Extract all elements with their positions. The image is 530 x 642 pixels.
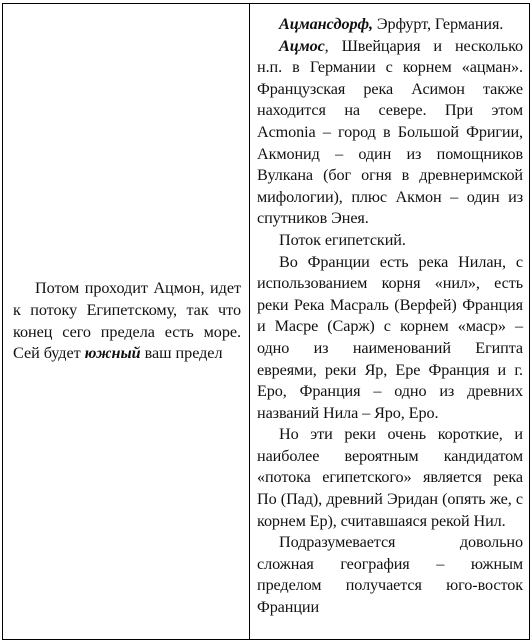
commentary-paragraph-2	[257, 36, 523, 230]
commentary-paragraph-5: Но эти реки очень короткие, и наиболее вероятным кандидатом «потока египетского» является река По (Пад), древний Эридан (опять же, с корнем Ер), считавшаяся рекой Нил.	[257, 425, 523, 530]
term-atsmansdorf: Ацмансдорф,	[279, 15, 373, 33]
commentary-body	[250, 4, 529, 619]
comparison-table	[2, 3, 530, 640]
scripture-paragraph	[3, 278, 249, 364]
commentary-paragraph-3: Поток египетский.	[279, 230, 406, 249]
scripture-text: Потом проходит Ацмон, идет к потоку Египетскому, так что конец сего предела есть море. Сей будет	[13, 279, 241, 363]
commentary-text-1: Эрфурт, Германия.	[372, 15, 504, 33]
commentary-paragraph-6: Подразумевается довольно сложная география – южным пределом получается юго-восток Франции	[257, 533, 523, 617]
commentary-paragraph-4: Во Франции есть река Нилан, с использованием корня «нил», есть реки Река Масраль (Верфей) Франция и Масре (Сарж) с корнем «маср» – одно из наименований Египта евреями, реки Яр, Ере Франция и г. Еро, Франция – одно из древних названий Нила – Яро, Еро.	[257, 252, 523, 422]
term-atsmos: Ацмос	[279, 36, 325, 55]
commentary-cell	[250, 4, 530, 640]
scripture-cell	[3, 4, 250, 640]
commentary-paragraph-1	[257, 14, 523, 36]
table-row	[3, 4, 530, 640]
scripture-emphasis: южный	[84, 344, 141, 363]
commentary-text-2: , Швейцария и несколько н.п. в Германии с корнем «ацман». Французская река Асимон также находится на севере. При этом Acmonia – город в Большой Фригии, Акмонид – один из помощников Вулкана (бог огня в древнеримской мифологии), плюс Акмон – один из спутников Энея.	[257, 36, 523, 228]
scripture-text-end: ваш предел	[140, 344, 223, 363]
